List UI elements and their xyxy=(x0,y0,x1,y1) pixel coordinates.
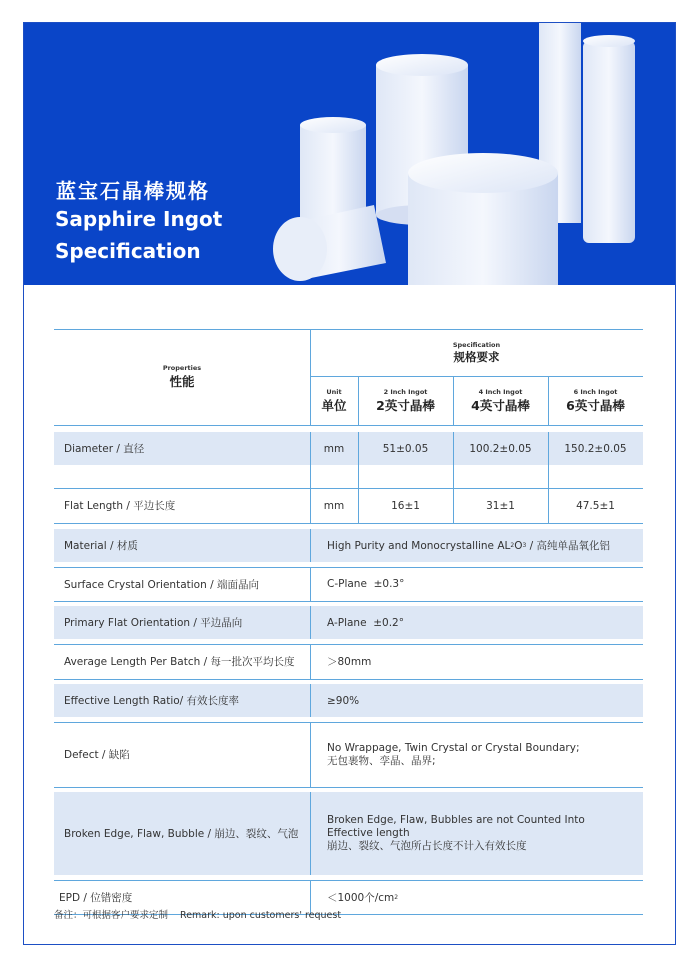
unit-header-cn: 单位 xyxy=(321,397,347,413)
col-4inch-header xyxy=(453,376,548,425)
col-4inch-header-cn: 4英寸晶棒 xyxy=(471,397,530,413)
row-label-surface-orientation: Surface Crystal Orientation / 端面晶向 xyxy=(64,578,259,591)
broken-edge-line3: 崩边、裂纹、气泡所占长度不计入有效长度 xyxy=(327,840,527,852)
row-value-effective-length-ratio: ≥90% xyxy=(327,694,360,707)
row-value-average-length: ＞80mm xyxy=(327,656,372,668)
specification-header-en: Specification xyxy=(452,340,501,349)
title-english-line1: Sapphire Ingot xyxy=(55,207,223,231)
unit-header xyxy=(310,376,358,425)
row-label-effective-length-ratio: Effective Length Ratio/ 有效长度率 xyxy=(64,695,240,707)
row-divider xyxy=(54,523,643,524)
row-value-broken-edge xyxy=(327,792,643,875)
broken-edge-line1: Broken Edge, Flaw, Bubbles are not Counted Into xyxy=(327,814,585,826)
material-text-post: / 高纯单晶氧化铝 xyxy=(526,540,611,552)
col-divider xyxy=(310,529,311,562)
row-label-diameter: Diameter / 直径 xyxy=(64,443,145,455)
col-divider xyxy=(310,792,311,875)
properties-header xyxy=(54,329,310,425)
col-2inch-header xyxy=(358,376,453,425)
header-banner xyxy=(24,23,675,285)
col-divider xyxy=(310,606,311,639)
row-label-flat-length: Flat Length / 平边长度 xyxy=(64,500,176,512)
properties-header-en: Properties xyxy=(162,364,202,372)
col-divider xyxy=(310,644,311,679)
row-diameter-2in: 51±0.05 xyxy=(382,442,429,455)
row-label-material: Material / 材质 xyxy=(64,540,138,552)
material-text-mid: O xyxy=(514,539,523,552)
row-flat-length-2in: 16±1 xyxy=(391,499,420,512)
col-divider xyxy=(310,722,311,787)
header-bottom-border xyxy=(54,425,643,426)
col-divider xyxy=(310,567,311,601)
col-2inch-header-cn: 2英寸晶棒 xyxy=(376,397,435,413)
unit-header-en: Unit xyxy=(326,387,342,396)
row-value-surface-orientation: C-Plane ±0.3° xyxy=(327,578,405,590)
title-chinese: 蓝宝石晶棒规格 xyxy=(56,179,210,203)
remark-en: Remark: upon customers' request xyxy=(180,910,342,921)
col-divider xyxy=(310,684,311,717)
row-label-defect: Defect / 缺陷 xyxy=(64,749,130,761)
row-label-broken-edge: Broken Edge, Flaw, Bubble / 崩边、裂纹、气泡 xyxy=(64,828,299,840)
col-6inch-header xyxy=(548,376,643,425)
material-sub-2: 2 xyxy=(510,542,515,549)
row-diameter-4in: 100.2±0.05 xyxy=(469,442,532,455)
col-6inch-header-en: 6 Inch Ingot xyxy=(573,387,618,396)
col-6inch-header-cn: 6英寸晶棒 xyxy=(566,397,625,413)
row-label-flat-orientation: Primary Flat Orientation / 平边晶向 xyxy=(64,617,243,629)
title-english-line2: Specification xyxy=(55,239,201,263)
row-label-average-length: Average Length Per Batch / 每一批次平均长度 xyxy=(64,656,295,668)
row-value-epd xyxy=(327,880,643,914)
specification-header-cn: 规格要求 xyxy=(453,349,500,364)
row-value-material xyxy=(327,529,643,562)
row-flat-length-6in: 47.5±1 xyxy=(576,499,615,512)
specification-header xyxy=(310,329,643,376)
row-label-epd: EPD / 位错密度 xyxy=(59,891,133,904)
defect-line-en: No Wrappage, Twin Crystal or Crystal Boundary; xyxy=(327,741,580,754)
col-4inch-header-en: 4 Inch Ingot xyxy=(478,387,523,396)
material-text-pre: High Purity and Monocrystalline AL xyxy=(327,539,511,552)
properties-header-cn: 性能 xyxy=(169,374,195,389)
row-flat-length-4in: 31±1 xyxy=(486,499,515,512)
row-value-flat-orientation: A-Plane ±0.2° xyxy=(327,616,404,629)
title-english xyxy=(55,203,222,267)
remark-cn: 备注：可根据客户要求定制 xyxy=(54,910,169,921)
row-diameter-6in: 150.2±0.05 xyxy=(564,442,627,455)
row-divider xyxy=(54,679,643,680)
remark-note xyxy=(54,907,341,921)
row-value-defect xyxy=(327,722,643,787)
col-2inch-header-en: 2 Inch Ingot xyxy=(383,387,428,396)
defect-line-cn: 无包裹物、孪晶、晶界; xyxy=(327,754,436,767)
material-sub-3: 3 xyxy=(522,542,527,549)
row-unit-diameter: mm xyxy=(323,442,345,455)
row-unit-flat-length: mm xyxy=(323,499,345,512)
epd-sup: 2 xyxy=(394,893,399,901)
page-frame xyxy=(23,22,676,945)
row-divider xyxy=(54,787,643,788)
broken-edge-line2: Effective length xyxy=(327,827,410,839)
row-divider xyxy=(54,601,643,602)
epd-value: ＜1000个/cm xyxy=(327,891,395,904)
